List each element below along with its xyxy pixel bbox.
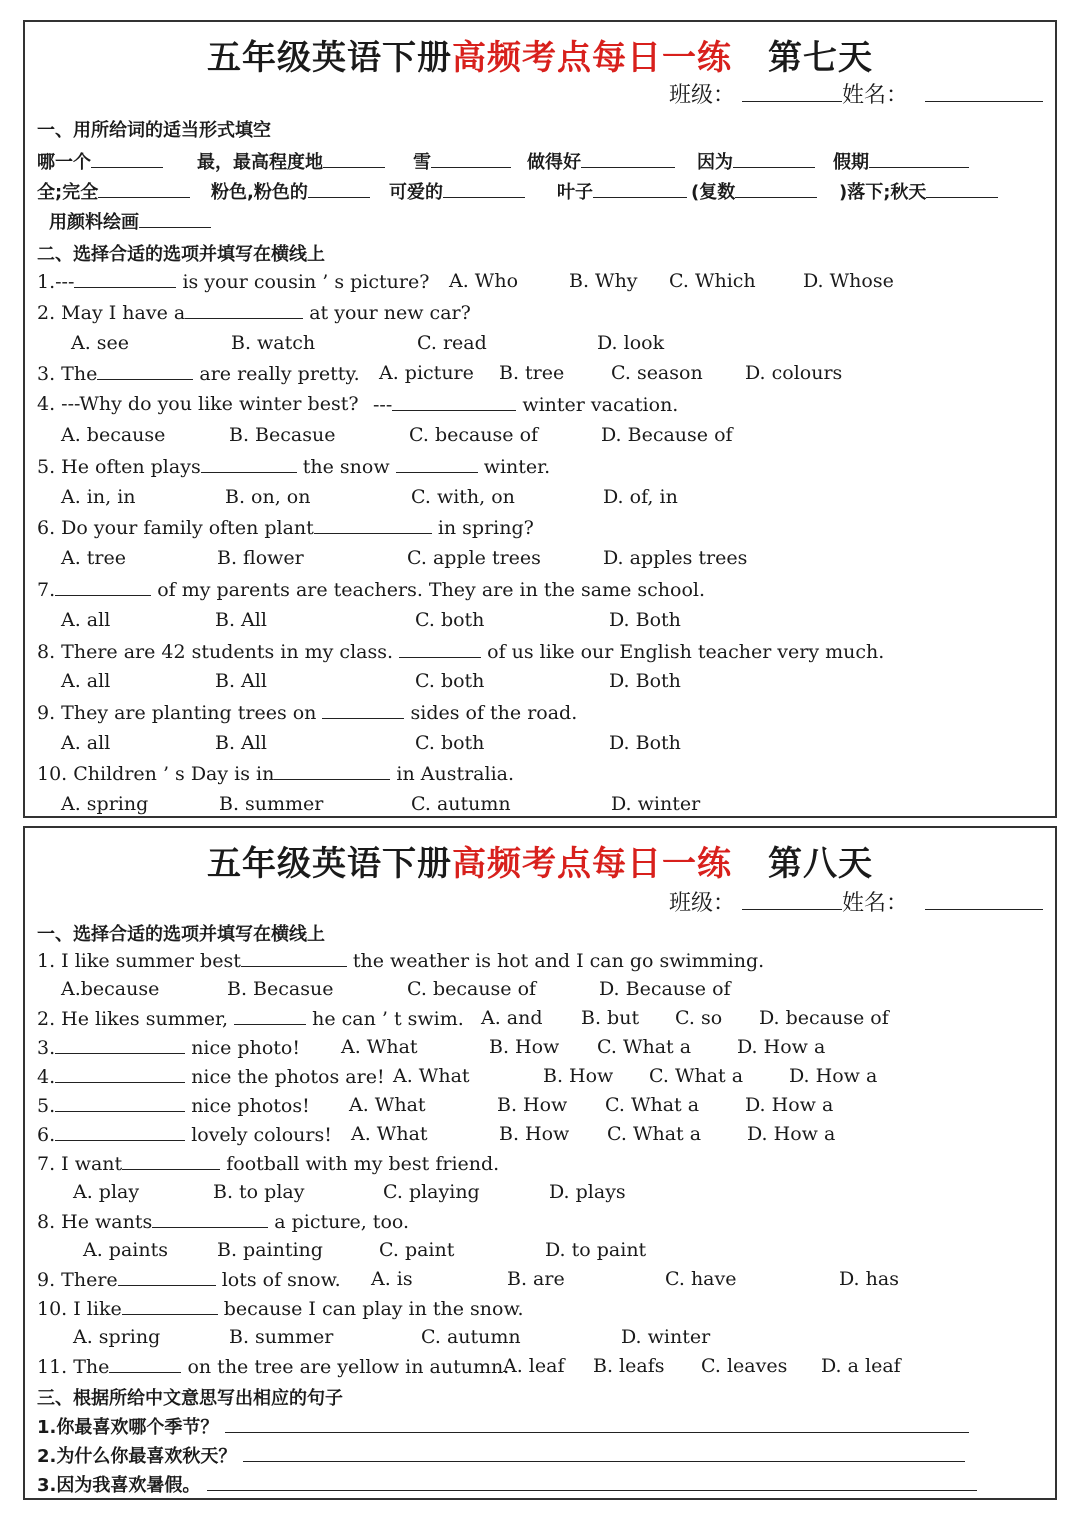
option-d: D. to paint [545,1239,647,1261]
option-b: B. All [215,732,267,754]
option-c: C. Which [669,270,756,292]
option-b: B. leafs [593,1355,665,1377]
title-day: 第七天 [768,38,873,78]
answer-line[interactable] [207,1473,977,1491]
answer-blank[interactable] [122,1297,218,1315]
option-c: C. because of [409,424,539,446]
option-b: B. on, on [225,486,311,508]
option-a: A. because [61,424,166,446]
option-d: D. How a [747,1123,836,1145]
option-a: A. all [61,732,111,754]
worksheet-title [25,30,1055,79]
option-a: A. Who [449,270,519,292]
option-c: C. paint [379,1239,455,1261]
option-c: C. season [611,362,703,384]
name-label: 姓名： [841,83,908,108]
answer-blank[interactable] [308,180,370,198]
name-label: 姓名： [841,891,908,916]
option-d: D. Whose [803,270,894,292]
option-c: C. What a [649,1065,744,1087]
answer-blank[interactable] [122,1152,220,1170]
option-d: D. apples trees [603,547,748,569]
option-a: A. What [351,1123,428,1145]
answer-blank[interactable] [201,455,297,473]
option-c: C. What a [605,1094,700,1116]
option-c: C. both [415,732,485,754]
option-c: C. both [415,670,485,692]
option-b: B. summer [219,793,324,815]
option-a: A. play [73,1181,140,1203]
answer-blank[interactable] [97,362,193,380]
answer-blank[interactable] [322,701,404,719]
option-a: A. see [71,332,130,354]
option-a: A. is [371,1268,413,1290]
answer-blank[interactable] [314,516,432,534]
option-d: D. has [839,1268,899,1290]
answer-blank[interactable] [234,1007,306,1025]
answer-blank[interactable] [185,301,303,319]
option-b: B. tree [499,362,565,384]
option-a: A. all [61,609,111,631]
option-d: D. Because of [599,978,731,1000]
option-b: B. All [215,670,267,692]
option-d: D. of, in [603,486,678,508]
answer-blank[interactable] [323,150,385,168]
option-a: A. What [393,1065,470,1087]
answer-blank[interactable] [431,150,511,168]
option-d: D. winter [611,793,701,815]
option-a: A. leaf [503,1355,565,1377]
option-b: B. How [489,1036,560,1058]
answer-blank[interactable] [593,180,687,198]
worksheet-day8: 五年级英语下册高频考点每日一练 第八天 班级： 姓名： 一、选择合适的选项并填写在横线上 1. I like summer best the weather is hot and I can go swimming. A.because B. Becasue C. because of D. Because of 2. He likes summer, he can ’ t swim. A. and B. but C. so D. because of 3. nice photo! A. What B. How C. What a D. How a 4. nice the photos are! A. What B. How C. What a D. How a 5. nice photos! A. What B. How C. What a D. How a 6. lovely colours! A. What B. How C. What a D. How a 7. I want football with my best friend. A. play B. to play C. playing D. plays 8. He wants a picture, too. A. paints B. painting C. paint D. to paint 9. There lots of snow. A. is B. are C. have D. has 10. I like because I can play in the snow. A. spring B. summer C. autumn D. winter 11. The on the tree are yellow in autumn. A. leaf B. leafs C. leaves D. a leaf 三、根据所给中文意思写出相应的句子 1.你最喜欢哪个季节？ 2.为什么你最喜欢秋天？ 3.因为我喜欢暑假。 [23,826,1057,1500]
answer-blank[interactable] [581,150,675,168]
class-name-fields [669,886,1043,917]
option-c: C. because of [407,978,537,1000]
option-a: A. picture [379,362,474,384]
option-c: C. leaves [701,1355,788,1377]
option-b: B. How [543,1065,614,1087]
option-b: B. to play [213,1181,305,1203]
answer-line[interactable] [243,1444,965,1462]
class-field[interactable] [742,83,842,102]
option-a: A. all [61,670,111,692]
answer-blank[interactable] [735,180,817,198]
option-d: D. How a [737,1036,826,1058]
title-grade: 五年级英语下册 [207,38,452,78]
option-b: B. but [581,1007,640,1029]
answer-blank[interactable] [139,210,211,228]
option-b: B. Becasue [229,424,336,446]
option-b: B. How [499,1123,570,1145]
answer-blank[interactable] [55,1123,185,1141]
answer-blank[interactable] [91,150,163,168]
answer-blank[interactable] [55,1036,185,1054]
answer-blank[interactable] [98,180,190,198]
option-c: C. both [415,609,485,631]
option-b: B. Why [569,270,638,292]
option-d: D. a leaf [821,1355,901,1377]
worksheet-day7: 五年级英语下册高频考点每日一练 第七天 班级： 姓名： 一、用所给词的适当形式填空 哪一个 最，最高程度地 雪 做得好 因为 假期 全;完全 粉色,粉色的 可爱的 叶子 (复数 )落下;秋天 用颜料绘画 二、选择合适的选项并填写在横线上 1.--- is your cousin ’ s picture? A. Who B. Why C. Which D. Whose 2. May I have a at your new car? A. see B. watch C. read D. look 3. The are really pretty. A. picture B. tree C. season D. colours 4. ---Why do you like winter best? --- winter vacation. A. because B. Becasue C. because of D. Because of 5. He often plays the snow winter. A. in, in B. on, on C. with, on D. of, in 6. Do your family often plant in spring? A. tree B. flower C. apple trees D. apples trees 7. of my parents are teachers. They are in the same school. A. all B. All C. both D. Both 8. There are 42 students in my class. of us like our English teacher very much. A. all B. All C. both D. Both 9. They are planting trees on sides of the road. A. all B. All C. both D. Both 10. Children ’ s Day is in in Australia. A. spring B. summer C. autumn D. winter [23,20,1057,818]
answer-blank[interactable] [74,270,176,288]
option-b: B. are [507,1268,565,1290]
option-a: A. What [349,1094,426,1116]
option-c: C. playing [383,1181,480,1203]
name-field[interactable] [925,83,1043,102]
option-c: C. autumn [411,793,511,815]
option-d: D. How a [745,1094,834,1116]
answer-blank[interactable] [118,1268,216,1286]
option-d: D. winter [621,1326,711,1348]
answer-blank[interactable] [241,949,347,967]
option-a: A. spring [73,1326,161,1348]
option-c: C. so [675,1007,723,1029]
option-c: C. have [665,1268,737,1290]
option-a: A. What [341,1036,418,1058]
class-label: 班级： [668,891,735,916]
title-day: 第八天 [768,844,873,884]
option-a: A. in, in [61,486,136,508]
class-name-fields [669,78,1043,109]
option-b: B. Becasue [227,978,334,1000]
option-c: C. What a [607,1123,702,1145]
option-a: A. tree [61,547,127,569]
option-b: B. summer [229,1326,334,1348]
option-b: B. flower [217,547,304,569]
answer-blank[interactable] [443,180,525,198]
answer-blank[interactable] [392,393,516,411]
answer-blank[interactable] [55,1065,185,1083]
answer-blank[interactable] [274,762,390,780]
title-highlight: 高频考点每日一练 [452,38,732,78]
option-a: A. paints [83,1239,168,1261]
option-a: A. and [481,1007,543,1029]
answer-blank[interactable] [396,455,478,473]
option-d: D. because of [759,1007,889,1029]
name-field[interactable] [925,891,1043,910]
option-a: A.because [61,978,160,1000]
option-d: D. How a [789,1065,878,1087]
class-field[interactable] [742,891,842,910]
answer-blank[interactable] [869,150,969,168]
option-d: D. Both [609,732,681,754]
option-c: C. What a [597,1036,692,1058]
option-b: B. How [497,1094,568,1116]
answer-line[interactable] [225,1415,969,1433]
answer-blank[interactable] [399,640,481,658]
option-d: D. Both [609,670,681,692]
option-d: D. plays [549,1181,626,1203]
answer-blank[interactable] [926,180,998,198]
option-c: C. apple trees [407,547,541,569]
answer-blank[interactable] [733,150,815,168]
option-d: D. colours [745,362,843,384]
answer-blank[interactable] [55,1094,185,1112]
option-b: B. All [215,609,267,631]
worksheet-title [25,836,1055,885]
option-d: D. look [597,332,665,354]
option-b: B. watch [231,332,316,354]
title-highlight: 高频考点每日一练 [452,844,732,884]
option-c: C. autumn [421,1326,521,1348]
answer-blank[interactable] [109,1355,181,1373]
title-grade: 五年级英语下册 [207,844,452,884]
class-label: 班级： [668,83,735,108]
option-c: C. read [417,332,487,354]
answer-blank[interactable] [152,1210,268,1228]
option-d: D. Because of [601,424,733,446]
answer-blank[interactable] [55,578,151,596]
option-c: C. with, on [411,486,515,508]
option-a: A. spring [61,793,149,815]
option-d: D. Both [609,609,681,631]
option-b: B. painting [217,1239,323,1261]
